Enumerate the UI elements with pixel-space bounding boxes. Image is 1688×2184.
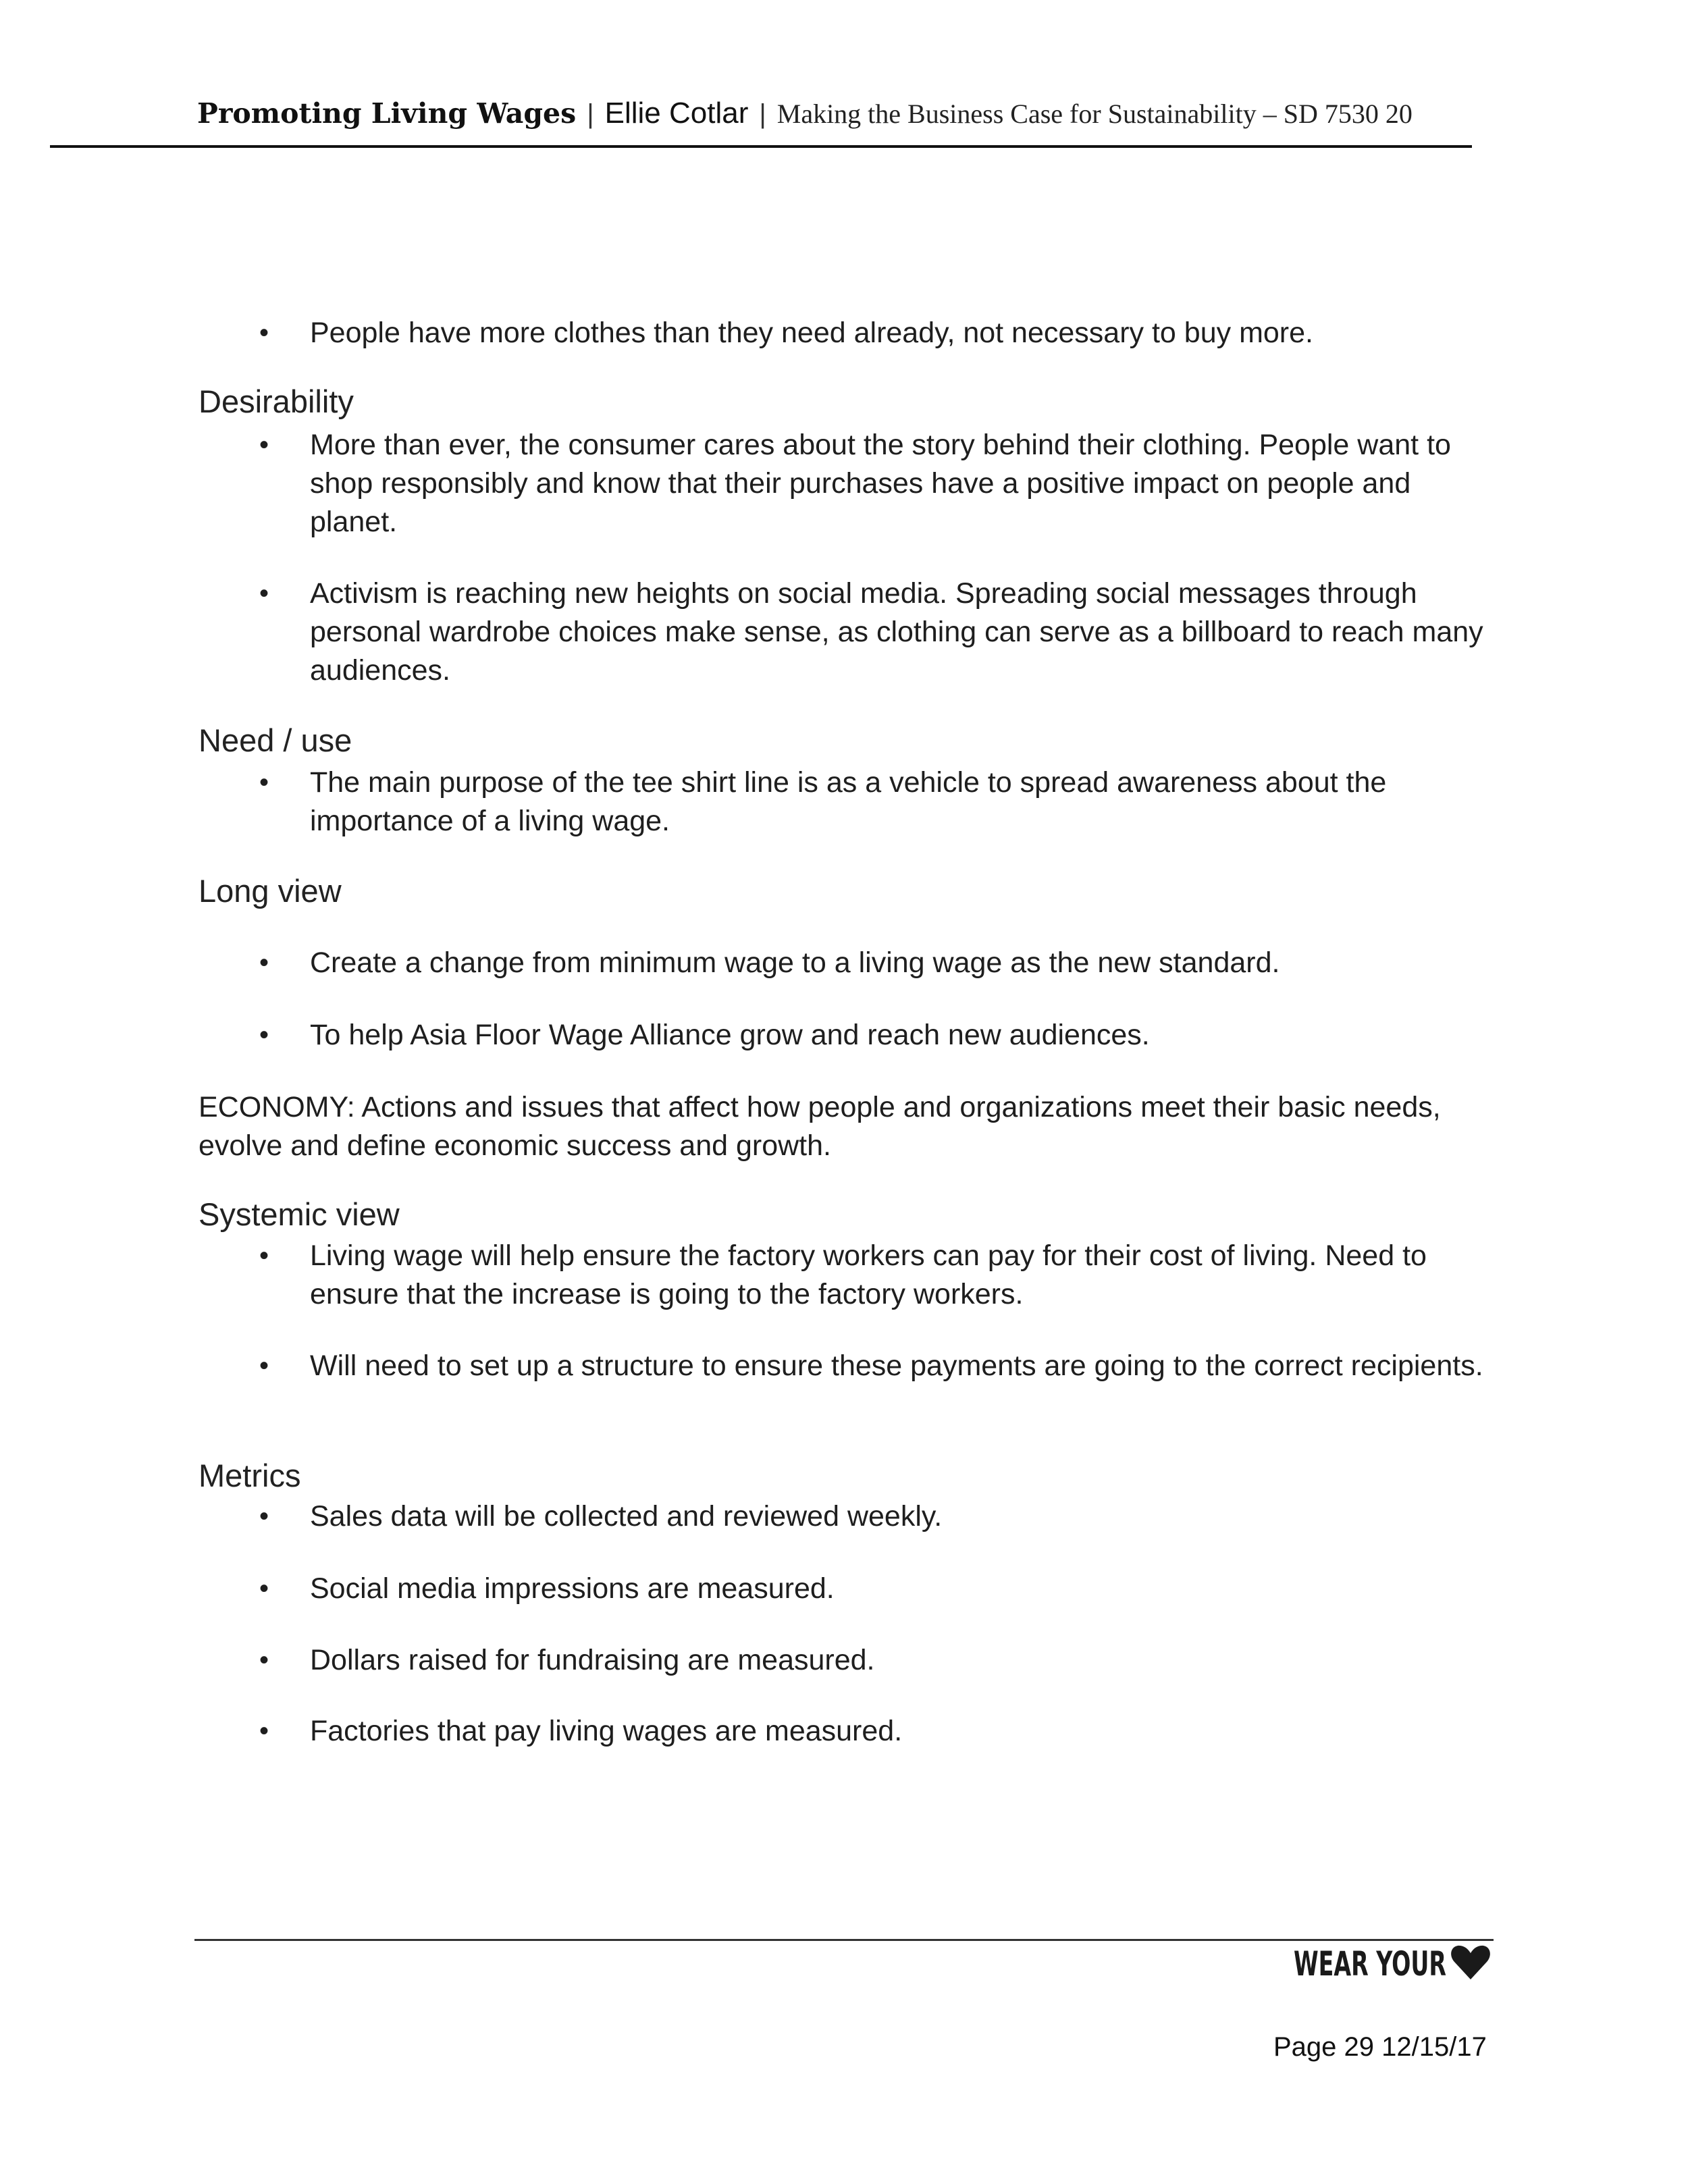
bullet-icon: • xyxy=(259,430,269,460)
header-divider xyxy=(50,145,1472,148)
author-name: Ellie Cotlar xyxy=(604,97,749,130)
course-title: Making the Business Case for Sustainability – SD 7530 20 xyxy=(776,99,1413,129)
page-header xyxy=(197,99,1413,128)
logo-text: WEAR YOUR xyxy=(1294,1944,1446,1983)
bullet-icon: • xyxy=(259,1645,269,1675)
bullet-text: Dollars raised for fundraising are measured. xyxy=(310,1644,875,1676)
section-heading-metrics: Metrics xyxy=(199,1458,301,1493)
bullet-text: Social media impressions are measured. xyxy=(310,1572,835,1605)
section-heading-systemic-view: Systemic view xyxy=(199,1196,400,1232)
bullet-text: Create a change from minimum wage to a living wage as the new standard. xyxy=(310,947,1280,979)
bullet-text: Factories that pay living wages are measured. xyxy=(310,1715,903,1747)
bullet-icon: • xyxy=(259,579,269,608)
bullet-text: Sales data will be collected and reviewed weekly. xyxy=(310,1500,943,1533)
heart-icon xyxy=(1451,1946,1490,1979)
section-heading-long-view: Long view xyxy=(199,873,342,909)
bullet-text: More than ever, the consumer cares about the story behind their clothing. People want to shop responsibly and know that their purchases have a positive impact on people and planet. xyxy=(310,429,1451,538)
header-separator: | xyxy=(587,99,594,129)
bullet-icon: • xyxy=(259,1501,269,1531)
bullet-icon: • xyxy=(259,1351,269,1381)
page-number: Page 29 12/15/17 xyxy=(1273,2032,1487,2062)
section-heading-need-use: Need / use xyxy=(199,722,352,758)
bullet-text: Activism is reaching new heights on social media. Spreading social messages through personal wardrobe choices make sense, as clothing can serve as a billboard to reach many audiences. xyxy=(310,577,1483,687)
bullet-text: Will need to set up a structure to ensure these payments are going to the correct recipients. xyxy=(310,1350,1483,1382)
wear-your-heart-logo xyxy=(1294,1932,1496,1986)
bullet-icon: • xyxy=(259,1241,269,1271)
bullet-text: To help Asia Floor Wage Alliance grow and reach new audiences. xyxy=(310,1019,1150,1051)
economy-paragraph: ECONOMY: Actions and issues that affect how people and organizations meet their basic needs, evolve and define economic success and growth. xyxy=(199,1091,1441,1162)
bullet-icon: • xyxy=(259,948,269,978)
document-title: Promoting Living Wages xyxy=(197,97,577,130)
section-heading-desirability: Desirability xyxy=(199,383,354,419)
bullet-icon: • xyxy=(259,768,269,797)
bullet-icon: • xyxy=(259,1716,269,1746)
bullet-icon: • xyxy=(259,1020,269,1050)
header-separator: | xyxy=(759,99,766,129)
bullet-text: People have more clothes than they need already, not necessary to buy more. xyxy=(310,317,1313,349)
bullet-text: Living wage will help ensure the factory workers can pay for their cost of living. Need to ensure that the increase is going to the factory workers. xyxy=(310,1240,1427,1310)
bullet-icon: • xyxy=(259,318,269,348)
bullet-text: The main purpose of the tee shirt line is as a vehicle to spread awareness about the importance of a living wage. xyxy=(310,766,1387,837)
bullet-icon: • xyxy=(259,1574,269,1603)
